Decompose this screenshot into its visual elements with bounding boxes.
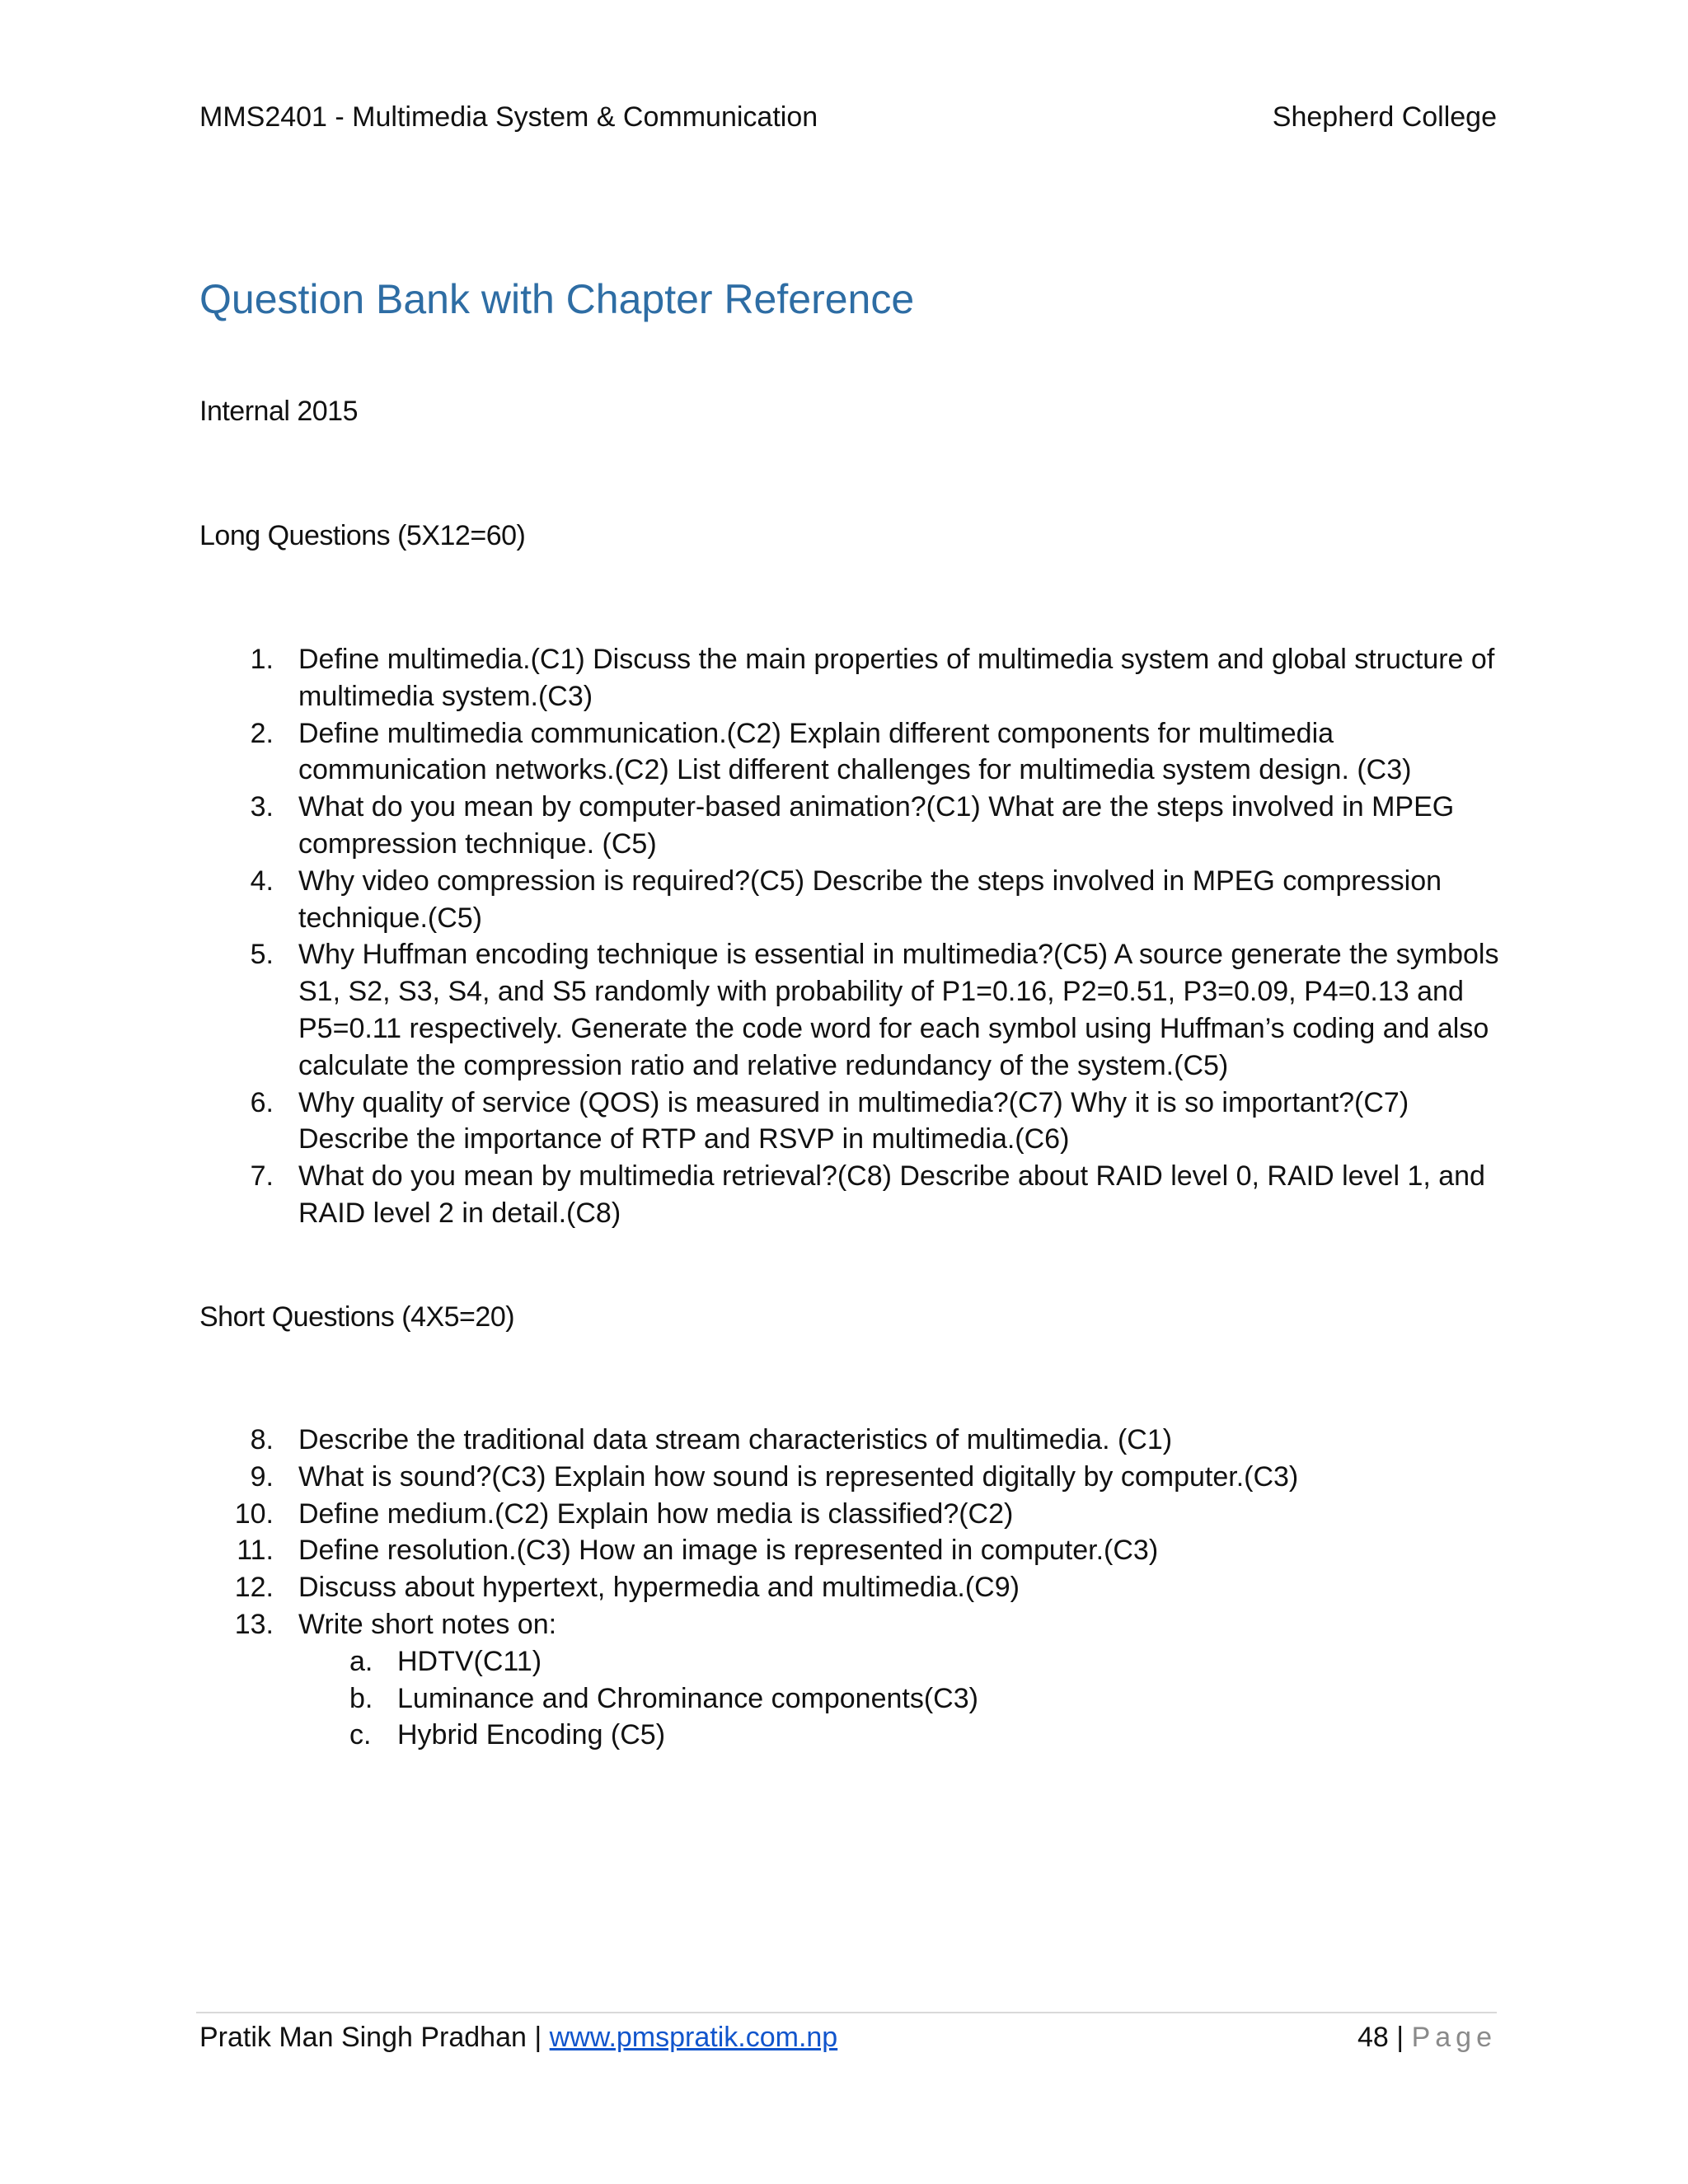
item-number: 12. xyxy=(234,1572,274,1604)
item-number: 11. xyxy=(237,1535,274,1567)
item-number: 13. xyxy=(234,1608,274,1640)
item-number: 9. xyxy=(250,1460,274,1493)
item-number: 8. xyxy=(250,1424,274,1455)
section-heading-internal: Internal 2015 xyxy=(199,396,358,427)
item-text: What do you mean by computer-based animation?(C1) What are the steps involved in MPEG compression technique. (C5) xyxy=(298,791,1455,860)
list-item xyxy=(199,863,1510,937)
item-text: Define medium.(C2) Explain how media is classified?(C2) xyxy=(298,1497,1014,1530)
page-separator: | xyxy=(1396,2022,1404,2053)
footer-author: Pratik Man Singh Pradhan xyxy=(199,2022,527,2053)
page-header xyxy=(199,97,1497,137)
page-title: Question Bank with Chapter Reference xyxy=(199,276,915,322)
list-item xyxy=(199,789,1510,863)
item-text: Define multimedia.(C1) Discuss the main properties of multimedia system and global structure of multimedia system.(C3) xyxy=(298,644,1495,712)
long-questions-heading: Long Questions (5X12=60) xyxy=(199,520,526,551)
item-number: 6. xyxy=(250,1086,274,1118)
list-item xyxy=(199,1532,1510,1569)
sublist-label: b. xyxy=(349,1682,373,1714)
short-questions-heading: Short Questions (4X5=20) xyxy=(199,1301,515,1333)
item-text: Discuss about hypertext, hypermedia and multimedia.(C9) xyxy=(298,1572,1020,1604)
item-number: 7. xyxy=(250,1160,274,1193)
footer-divider xyxy=(196,2012,1497,2013)
sublist-text: Luminance and Chrominance components(C3) xyxy=(397,1682,978,1714)
sublist-item xyxy=(298,1643,1510,1680)
sublist-item xyxy=(298,1717,1510,1754)
short-questions-list xyxy=(199,1422,1510,1754)
list-item xyxy=(199,1422,1510,1459)
sublist-item xyxy=(298,1680,1510,1718)
item-number: 5. xyxy=(250,939,274,971)
list-item xyxy=(199,1085,1510,1159)
footer-website-link[interactable]: www.pmspratik.com.np xyxy=(549,2022,838,2053)
item-number: 4. xyxy=(250,865,274,897)
page-footer xyxy=(199,2018,1497,2057)
item-number: 1. xyxy=(250,644,274,675)
list-item xyxy=(199,1606,1510,1754)
item-text: Define resolution.(C3) How an image is represented in computer.(C3) xyxy=(298,1535,1159,1567)
sublist-text: HDTV(C11) xyxy=(397,1645,542,1677)
list-item xyxy=(199,936,1510,1084)
header-college-name: Shepherd College xyxy=(1272,101,1497,133)
footer-separator: | xyxy=(534,2022,542,2053)
header-course-title: MMS2401 - Multimedia System & Communication xyxy=(199,101,818,133)
long-questions-list xyxy=(199,641,1510,1232)
item-text: Why Huffman encoding technique is essential in multimedia?(C5) A source generate the symbols S1, S2, S3, S4, and S5 randomly with probability of P1=0.16, P2=0.51, P3=0.09, P4=0.13 and P5=0.11 respectively. Generate the code word for each symbol using Huffman’s coding and also calculate the compression ratio and relative redundancy of the system.(C5) xyxy=(298,939,1499,1081)
item-text: What is sound?(C3) Explain how sound is represented digitally by computer.(C3) xyxy=(298,1460,1299,1493)
sublist-text: Hybrid Encoding (C5) xyxy=(397,1719,666,1751)
list-item xyxy=(199,715,1510,790)
page-word: Page xyxy=(1411,2022,1497,2053)
list-item xyxy=(199,641,1510,715)
item-number: 3. xyxy=(250,791,274,823)
item-text: Why quality of service (QOS) is measured in multimedia?(C7) Why it is so important?(C7) Describe the importance of RTP and RSVP in multimedia.(C6) xyxy=(298,1086,1409,1155)
list-item xyxy=(199,1459,1510,1496)
item-text: Describe the traditional data stream characteristics of multimedia. (C1) xyxy=(298,1424,1173,1455)
short-notes-sublist xyxy=(298,1643,1510,1754)
item-text: Why video compression is required?(C5) Describe the steps involved in MPEG compression technique.(C5) xyxy=(298,865,1442,934)
page-number: 48 xyxy=(1357,2022,1389,2053)
item-text: Define multimedia communication.(C2) Explain different components for multimedia communication networks.(C2) List different challenges for multimedia system design. (C3) xyxy=(298,717,1412,786)
sublist-label: c. xyxy=(349,1719,372,1751)
sublist-label: a. xyxy=(349,1645,373,1677)
list-item xyxy=(199,1569,1510,1606)
footer-left xyxy=(199,2018,837,2057)
item-text: What do you mean by multimedia retrieval?(C8) Describe about RAID level 0, RAID level 1, and RAID level 2 in detail.(C8) xyxy=(298,1160,1485,1229)
item-number: 10. xyxy=(234,1497,274,1530)
list-item xyxy=(199,1158,1510,1232)
item-number: 2. xyxy=(250,717,274,749)
item-text: Write short notes on: xyxy=(298,1608,557,1640)
footer-right xyxy=(1357,2018,1497,2057)
list-item xyxy=(199,1496,1510,1533)
